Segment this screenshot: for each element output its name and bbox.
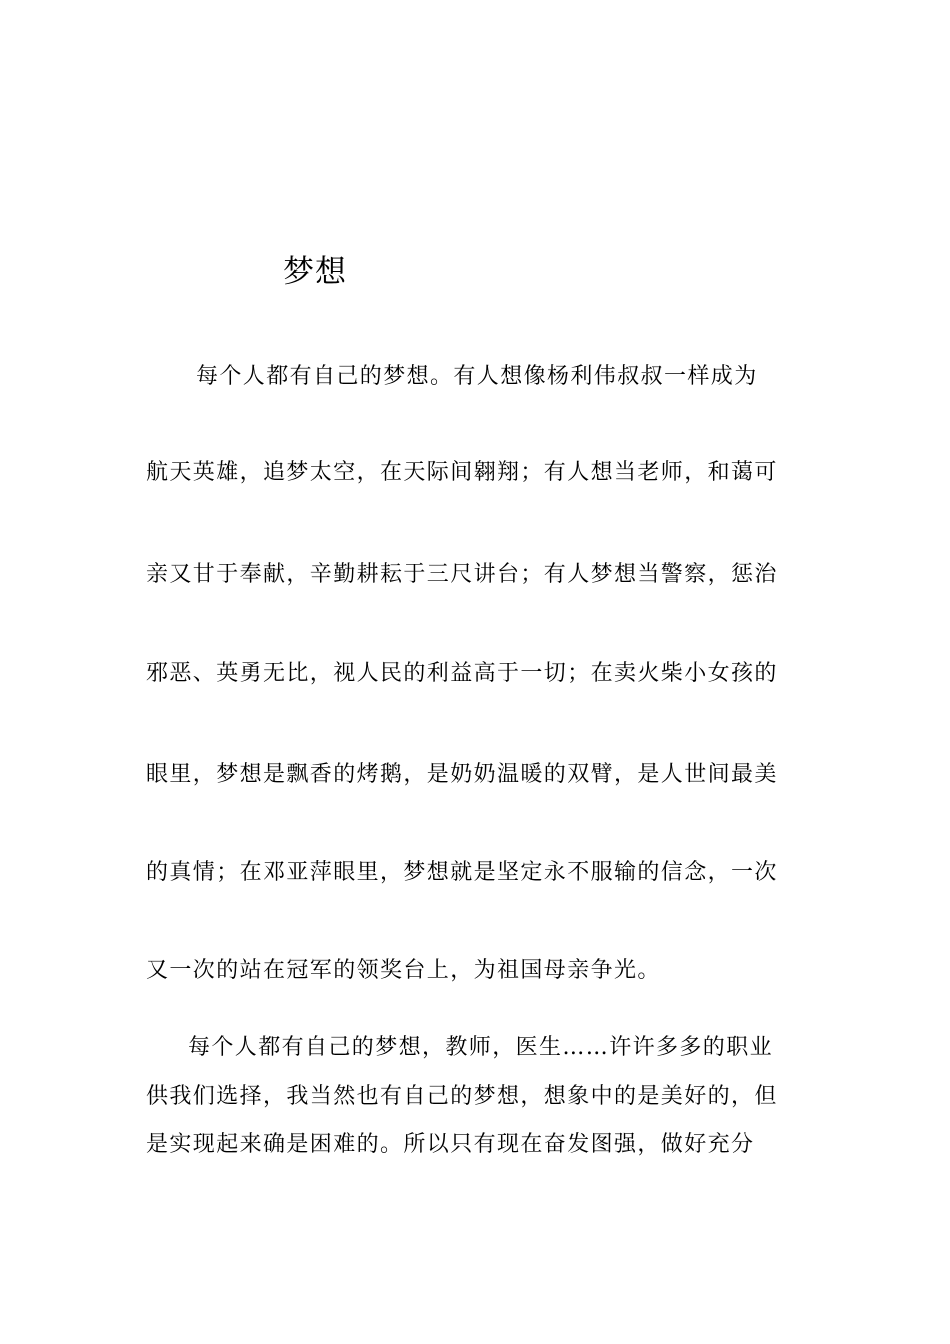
document-title: 梦想 <box>283 254 347 290</box>
paragraph-1-line-3: 亲又甘于奉献，辛勤耕耘于三尺讲台；有人梦想当警察，惩治 <box>146 562 778 587</box>
paragraph-2-line-1: 每个人都有自己的梦想，教师，医生……许许多多的职业 <box>188 1035 774 1060</box>
paragraph-1-line-4: 邪恶、英勇无比，视人民的利益高于一切；在卖火柴小女孩的 <box>146 661 778 686</box>
paragraph-1-line-2: 航天英雄，追梦太空，在天际间翱翔；有人想当老师，和蔼可 <box>146 460 778 485</box>
paragraph-1-line-7: 又一次的站在冠军的领奖台上，为祖国母亲争光。 <box>146 958 661 983</box>
paragraph-1-line-6: 的真情；在邓亚萍眼里，梦想就是坚定永不服输的信念，一次 <box>146 860 778 885</box>
paragraph-1-line-1: 每个人都有自己的梦想。有人想像杨利伟叔叔一样成为 <box>196 364 758 389</box>
paragraph-2-line-2: 供我们选择，我当然也有自己的梦想，想象中的是美好的，但 <box>146 1084 778 1109</box>
paragraph-1-line-5: 眼里，梦想是飘香的烤鹅，是奶奶温暖的双臂，是人世间最美 <box>146 762 778 787</box>
paragraph-2-line-3: 是实现起来确是困难的。所以只有现在奋发图强，做好充分 <box>146 1132 755 1157</box>
